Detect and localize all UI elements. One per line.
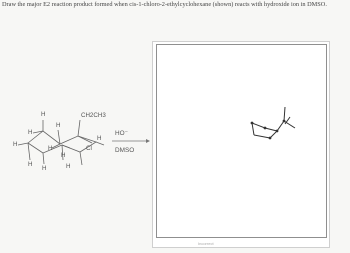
h-label: H [56,122,61,129]
h-label: H [13,141,18,148]
question-text: Draw the major E2 reaction product formed when cis-1-chloro-2-ethylcyclohexane (shown) reacts with hydroxide ion in DMSO. [2,1,327,8]
h-label: H [48,145,53,152]
h-label: H [41,111,46,118]
answer-panel [152,41,330,248]
solvent-label: DMSO [115,147,135,154]
drawing-canvas[interactable] [156,44,327,238]
product-structure [157,45,328,239]
substituent-label: CH2CH3 [81,112,106,119]
h-label: H [66,163,71,170]
panel-footer-text: Incorrect [198,241,214,246]
h-label: H [97,135,102,142]
h-label: H [28,129,33,136]
h-label: H [61,152,66,159]
leaving-group-label: Cl [86,145,92,152]
reagent-label: HO⁻ [115,130,128,137]
h-label: H [42,165,47,172]
h-label: H [28,161,33,168]
